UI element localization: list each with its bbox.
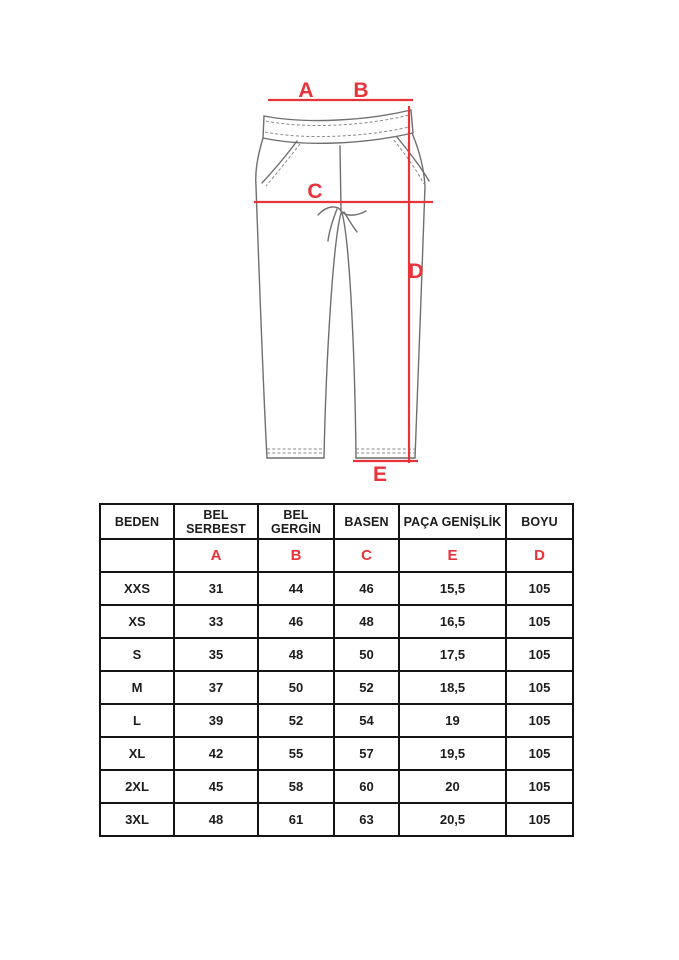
table-row [100, 572, 573, 605]
table-row [100, 671, 573, 704]
cell-bel-serbest: 42 [174, 737, 258, 770]
cell-paca-genislik: 18,5 [399, 671, 506, 704]
cell-basen: 46 [334, 572, 399, 605]
cell-size: L [100, 704, 174, 737]
table-row [100, 605, 573, 638]
cell-size: M [100, 671, 174, 704]
table-row [100, 770, 573, 803]
table-row [100, 803, 573, 836]
header-row [100, 504, 573, 539]
right-outer-seam [412, 133, 425, 458]
letter-cell-b: B [258, 539, 334, 572]
column-header-bel-gergin: BEL GERGİN [258, 504, 334, 539]
column-header-paca-genislik: PAÇA GENİŞLİK [399, 504, 506, 539]
cell-size: 2XL [100, 770, 174, 803]
cell-bel-serbest: 37 [174, 671, 258, 704]
cell-size: XS [100, 605, 174, 638]
cell-boyu: 105 [506, 803, 573, 836]
cell-bel-serbest: 45 [174, 770, 258, 803]
column-header-boyu: BOYU [506, 504, 573, 539]
cell-basen: 50 [334, 638, 399, 671]
cell-boyu: 105 [506, 605, 573, 638]
cell-boyu: 105 [506, 671, 573, 704]
cell-basen: 57 [334, 737, 399, 770]
cell-boyu: 105 [506, 704, 573, 737]
cell-size: XXS [100, 572, 174, 605]
letter-cell-d: D [506, 539, 573, 572]
cell-bel-gergin: 58 [258, 770, 334, 803]
cell-size: S [100, 638, 174, 671]
cell-bel-serbest: 35 [174, 638, 258, 671]
measure-label-d: D [408, 260, 424, 283]
pants-sketch [256, 110, 429, 458]
waistband [263, 110, 413, 143]
pocket-left [262, 141, 297, 183]
left-inner-seam [324, 213, 341, 458]
cell-size: 3XL [100, 803, 174, 836]
measure-letter-row [100, 539, 573, 572]
cell-bel-gergin: 48 [258, 638, 334, 671]
column-header-bel-serbest: BEL SERBEST [174, 504, 258, 539]
measure-label-b: B [353, 79, 369, 102]
measure-label-c: C [307, 180, 323, 203]
right-inner-seam [342, 213, 356, 458]
letter-cell-e: E [399, 539, 506, 572]
cell-bel-serbest: 48 [174, 803, 258, 836]
cell-bel-serbest: 33 [174, 605, 258, 638]
size-table [99, 503, 574, 837]
cell-boyu: 105 [506, 638, 573, 671]
letter-cell-c: C [334, 539, 399, 572]
cell-paca-genislik: 19 [399, 704, 506, 737]
cell-basen: 63 [334, 803, 399, 836]
cell-bel-gergin: 52 [258, 704, 334, 737]
table-row [100, 737, 573, 770]
table-row [100, 704, 573, 737]
pocket-right [397, 137, 429, 181]
cell-size: XL [100, 737, 174, 770]
cell-paca-genislik: 20 [399, 770, 506, 803]
column-header-beden: BEDEN [100, 504, 174, 539]
cell-boyu: 105 [506, 572, 573, 605]
cell-bel-gergin: 46 [258, 605, 334, 638]
cell-paca-genislik: 17,5 [399, 638, 506, 671]
table-row [100, 638, 573, 671]
column-header-basen: BASEN [334, 504, 399, 539]
cell-basen: 48 [334, 605, 399, 638]
cell-paca-genislik: 19,5 [399, 737, 506, 770]
cell-paca-genislik: 15,5 [399, 572, 506, 605]
cell-bel-gergin: 44 [258, 572, 334, 605]
measurement-lines [254, 100, 433, 463]
measure-label-e: E [372, 463, 388, 486]
cell-boyu: 105 [506, 770, 573, 803]
cell-bel-gergin: 50 [258, 671, 334, 704]
cell-basen: 52 [334, 671, 399, 704]
cell-paca-genislik: 20,5 [399, 803, 506, 836]
cell-bel-serbest: 31 [174, 572, 258, 605]
letter-cell-empty [100, 539, 174, 572]
left-outer-seam [256, 138, 267, 458]
cell-bel-serbest: 39 [174, 704, 258, 737]
drawstring [318, 207, 366, 241]
cell-basen: 54 [334, 704, 399, 737]
cell-bel-gergin: 61 [258, 803, 334, 836]
pocket-left-stitch [266, 144, 300, 186]
measure-label-a: A [298, 79, 314, 102]
cell-bel-gergin: 55 [258, 737, 334, 770]
cell-basen: 60 [334, 770, 399, 803]
letter-cell-a: A [174, 539, 258, 572]
cell-boyu: 105 [506, 737, 573, 770]
cell-paca-genislik: 16,5 [399, 605, 506, 638]
